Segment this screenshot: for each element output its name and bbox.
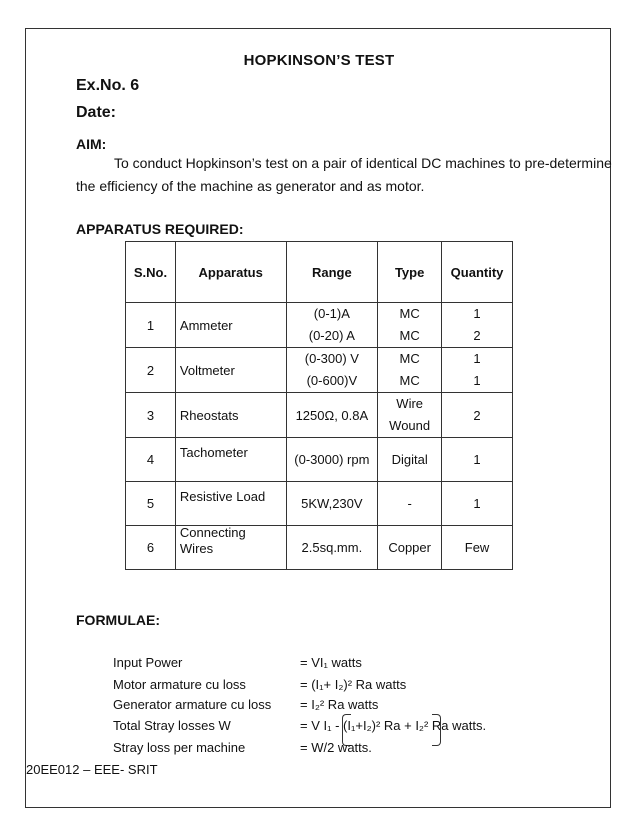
header-sno: S.No. <box>126 242 176 303</box>
header-quantity: Quantity <box>442 242 513 303</box>
cell-type: Copper <box>378 526 442 570</box>
apparatus-name: Tachometer <box>179 444 248 460</box>
table-row <box>126 303 513 348</box>
formula-expression: = (I₁+ I₂)² Ra watts <box>300 677 407 692</box>
formula-expression: = VI₁ watts <box>300 655 362 670</box>
cell-sno: 1 <box>126 303 176 348</box>
formula-label: Motor armature cu loss <box>113 677 246 692</box>
cell-sno: 3 <box>126 393 176 438</box>
table-row <box>126 482 513 526</box>
table-header-row <box>126 242 513 303</box>
aim-heading: AIM: <box>76 136 107 152</box>
formula-label: Input Power <box>113 655 183 670</box>
apparatus-table <box>125 241 513 570</box>
range-value: (0-600)V <box>306 373 358 388</box>
type-value: MC <box>399 351 420 366</box>
cell-quantity: 2 <box>442 393 513 438</box>
cell-range: 1250Ω, 0.8A <box>286 393 378 438</box>
apparatus-name: Resistive Load <box>179 488 266 504</box>
cell-range <box>286 348 378 393</box>
cell-apparatus: Rheostats <box>175 393 286 438</box>
cell-range: (0-3000) rpm <box>286 438 378 482</box>
aim-text-line-1: To conduct Hopkinson’s test on a pair of identical DC machines to pre-determine <box>114 155 612 171</box>
cell-quantity <box>442 348 513 393</box>
cell-quantity <box>442 303 513 348</box>
apparatus-heading: APPARATUS REQUIRED: <box>76 221 244 237</box>
type-value: Wound <box>389 418 431 433</box>
cell-apparatus: Voltmeter <box>175 348 286 393</box>
close-bracket <box>432 714 441 746</box>
cell-apparatus <box>175 526 286 570</box>
aim-text-line-2: the efficiency of the machine as generator and as motor. <box>76 178 425 194</box>
cell-sno: 5 <box>126 482 176 526</box>
type-value: MC <box>399 373 420 388</box>
cell-range: 5KW,230V <box>286 482 378 526</box>
table-row <box>126 438 513 482</box>
cell-sno: 6 <box>126 526 176 570</box>
cell-range <box>286 303 378 348</box>
type-value: Wire <box>396 396 424 411</box>
table-row <box>126 348 513 393</box>
cell-type <box>378 303 442 348</box>
formula-expression: = W/2 watts. <box>300 740 372 755</box>
formula-label: Total Stray losses W <box>113 718 231 733</box>
formula-expression: = V I₁ - (I₁+I₂)² Ra + I₂² Ra watts. <box>300 718 487 733</box>
range-value: (0-300) V <box>304 351 359 366</box>
cell-type <box>378 348 442 393</box>
header-apparatus: Apparatus <box>175 242 286 303</box>
table-row <box>126 393 513 438</box>
page-title: HOPKINSON’S TEST <box>243 52 395 69</box>
table-row <box>126 526 513 570</box>
type-value: MC <box>399 306 420 321</box>
cell-type: Digital <box>378 438 442 482</box>
apparatus-name: Connecting Wires <box>179 524 246 556</box>
cell-apparatus <box>175 438 286 482</box>
range-value: (0-1)A <box>313 306 350 321</box>
cell-range: 2.5sq.mm. <box>286 526 378 570</box>
type-value: MC <box>399 328 420 343</box>
qty-value: 2 <box>473 328 481 343</box>
cell-apparatus: Ammeter <box>175 303 286 348</box>
header-range: Range <box>286 242 378 303</box>
cell-apparatus <box>175 482 286 526</box>
range-value: (0-20) A <box>308 328 355 343</box>
cell-sno: 2 <box>126 348 176 393</box>
cell-quantity: 1 <box>442 438 513 482</box>
formula-expression: = I₂² Ra watts <box>300 697 379 712</box>
experiment-number: Ex.No. 6 <box>76 77 140 94</box>
qty-value: 1 <box>473 351 481 366</box>
cell-quantity: Few <box>442 526 513 570</box>
cell-sno: 4 <box>126 438 176 482</box>
footer-course-code: 20EE012 – EEE- SRIT <box>26 762 158 777</box>
qty-value: 1 <box>473 306 481 321</box>
formula-label: Generator armature cu loss <box>113 697 272 712</box>
cell-type <box>378 393 442 438</box>
formulae-heading: FORMULAE: <box>76 612 160 628</box>
formula-label: Stray loss per machine <box>113 740 246 755</box>
cell-type: - <box>378 482 442 526</box>
qty-value: 1 <box>473 373 481 388</box>
header-type: Type <box>378 242 442 303</box>
date-label: Date: <box>76 104 117 121</box>
cell-quantity: 1 <box>442 482 513 526</box>
